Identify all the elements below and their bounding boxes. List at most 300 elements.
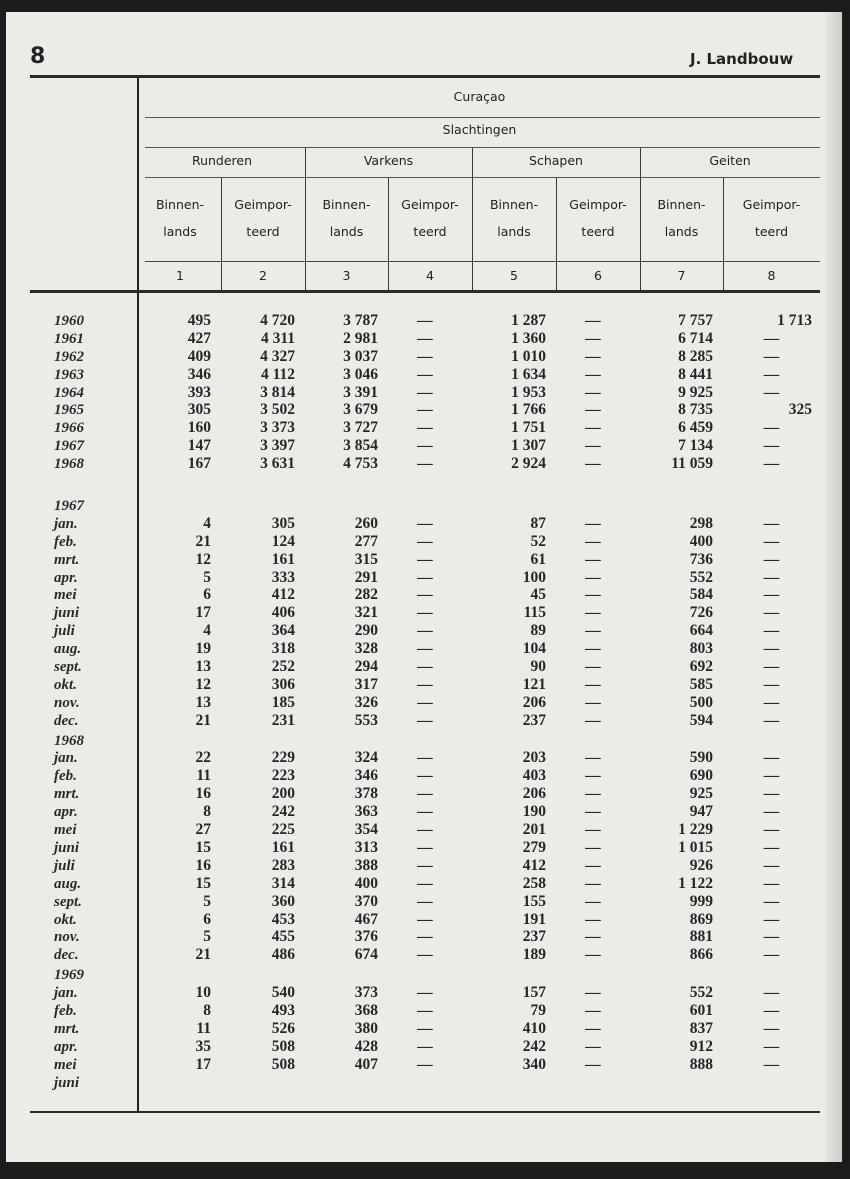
cell-col-6: — [585,550,601,568]
cell-col-1: 21 [195,532,211,550]
cell-col-3: 363 [354,803,378,821]
cell-col-4: — [417,586,433,604]
cell-col-2: 124 [271,532,295,550]
cell-col-6: — [585,984,601,1002]
cell-col-1: 22 [195,749,211,767]
row-label: okt. [54,911,77,928]
table-row [30,640,820,658]
cell-col-3: 346 [354,767,378,785]
cell-col-2: 412 [271,586,295,604]
row-label: mei [54,1056,77,1073]
cell-col-3: 3 391 [343,383,378,401]
cell-col-1: 15 [195,838,211,856]
cell-col-6: — [585,892,601,910]
cell-col-5: 155 [522,892,546,910]
cell-col-6: — [585,437,601,455]
rule [145,117,820,118]
row-label: 1968 [54,732,84,749]
cell-col-2: 333 [271,568,295,586]
cell-col-3: 378 [354,785,378,803]
row-label: 1966 [54,420,84,437]
cell-col-7: 912 [689,1037,713,1055]
cell-col-3: 2 981 [343,329,378,347]
table-row [30,821,820,839]
running-head: J. Landbouw [690,50,794,68]
cell-col-7: 925 [689,785,713,803]
cell-col-2: 200 [271,785,295,803]
cell-col-4: — [417,455,433,473]
cell-col-8: — [763,329,780,347]
cell-col-6: — [585,1037,601,1055]
cell-col-6: — [585,658,601,676]
cell-col-1: 11 [196,1019,211,1037]
cell-col-8: — [763,892,780,910]
cell-col-8: — [763,514,780,532]
cell-col-6: — [585,675,601,693]
cell-col-2: 252 [271,658,295,676]
cell-col-4: — [417,910,433,928]
row-label: juli [54,857,75,874]
cell-col-1: 8 [203,1001,211,1019]
cell-col-8: — [763,365,780,383]
cell-col-8: — [763,455,780,473]
cell-col-1: 6 [203,910,211,928]
subheader-line: teerd [246,224,280,239]
cell-col-5: 1 287 [511,312,546,329]
cell-col-7: 8 735 [678,401,713,419]
cell-col-8: — [763,1055,780,1073]
group-schapen: Schapen [529,153,583,168]
cell-col-3: 3 037 [343,347,378,365]
row-label: mrt. [54,786,80,803]
group-varkens: Varkens [363,153,414,168]
cell-col-7: 7 134 [678,437,713,455]
cell-col-4: — [417,675,433,693]
cell-col-3: 260 [354,514,378,532]
table-row [30,437,820,455]
cell-col-5: 340 [522,1055,546,1073]
table-row [30,803,820,821]
subheader-line: lands [329,224,364,239]
subheader-line: teerd [413,224,447,239]
row-label: dec. [54,947,79,964]
page-number: 8 [30,44,46,69]
column-number: 1 [176,268,184,283]
cell-col-8: — [763,347,780,365]
column-number: 5 [510,268,518,283]
row-label: 1963 [54,366,84,383]
cell-col-1: 4 [203,514,211,532]
subheader-line: teerd [581,224,615,239]
row-label: juli [54,623,75,640]
cell-col-2: 231 [271,711,295,729]
cell-col-1: 17 [195,604,211,622]
column-number: 6 [594,268,602,283]
cell-col-8: — [763,785,780,803]
row-label: apr. [54,569,78,586]
cell-col-7: 7 757 [678,312,713,329]
cell-col-4: — [417,329,433,347]
cell-col-7: 803 [689,640,713,658]
column-subheader [472,191,556,245]
column-number: 3 [342,268,351,283]
cell-col-8: — [763,856,780,874]
cell-col-3: 321 [354,604,378,622]
table-row [30,694,820,712]
table-row [30,893,820,911]
row-label: mrt. [54,551,80,568]
cell-col-6: — [585,803,601,821]
cell-col-1: 27 [195,821,211,839]
cell-col-7: 926 [689,856,713,874]
cell-col-3: 388 [354,856,378,874]
cell-col-6: — [585,821,601,839]
cell-col-8: — [763,803,780,821]
cell-col-2: 283 [271,856,295,874]
section-header: Slachtingen [442,122,517,137]
table-row [30,455,820,473]
row-label: 1969 [54,967,84,984]
cell-col-3: 317 [354,675,378,693]
cell-col-2: 3 814 [260,383,295,401]
cell-col-1: 12 [195,675,211,693]
subheader-line: Binnen- [322,197,371,212]
cell-col-2: 508 [271,1037,295,1055]
cell-col-4: — [417,838,433,856]
cell-col-6: — [585,711,601,729]
cell-col-4: — [417,658,433,676]
cell-col-7: 869 [689,910,713,928]
row-label: mei [54,822,77,839]
cell-col-6: — [585,1055,601,1073]
cell-col-7: 400 [689,532,713,550]
cell-col-1: 13 [195,693,211,711]
cell-col-6: — [585,749,601,767]
cell-col-7: 298 [689,514,713,532]
cell-col-5: 201 [522,821,546,839]
cell-col-1: 5 [203,928,211,946]
cell-col-3: 290 [354,622,378,640]
cell-col-2: 306 [271,675,295,693]
cell-col-5: 1 307 [511,437,546,455]
cell-col-3: 370 [354,892,378,910]
cell-col-2: 453 [271,910,295,928]
table-row [30,1002,820,1020]
table-row [30,749,820,767]
table-row [30,569,820,587]
table-row [30,857,820,875]
cell-col-5: 206 [522,693,546,711]
row-label: mrt. [54,1020,80,1037]
cell-col-7: 8 285 [678,347,713,365]
cell-col-2: 161 [271,550,295,568]
cell-col-5: 237 [522,928,546,946]
row-label: sept. [54,659,82,676]
cell-col-3: 3 046 [343,365,378,383]
cell-col-6: — [585,312,601,329]
cell-col-5: 279 [522,838,546,856]
cell-col-1: 10 [195,984,211,1002]
cell-col-5: 1 010 [511,347,546,365]
cell-col-5: 1 634 [511,365,546,383]
cell-col-4: — [417,693,433,711]
cell-col-6: — [585,946,601,964]
cell-col-3: 373 [354,984,378,1002]
cell-col-8: — [763,675,780,693]
rule [145,177,820,178]
cell-col-4: — [417,1037,433,1055]
cell-col-6: — [585,455,601,473]
row-label: nov. [54,929,80,946]
cell-col-4: — [417,856,433,874]
subheader-line: Binnen- [657,197,706,212]
row-label: juni [54,605,80,622]
cell-col-2: 242 [271,803,295,821]
cell-col-1: 346 [187,365,211,383]
cell-col-5: 2 924 [511,455,546,473]
cell-col-4: — [417,365,433,383]
cell-col-5: 412 [522,856,546,874]
cell-col-2: 3 502 [260,401,295,419]
cell-col-5: 203 [522,749,546,767]
cell-col-4: — [417,1019,433,1037]
row-label: feb. [54,533,77,550]
cell-col-3: 3 854 [343,437,378,455]
cell-col-5: 410 [522,1019,546,1037]
cell-col-7: 585 [689,675,713,693]
cell-col-4: — [417,1055,433,1073]
cell-col-5: 1 766 [511,401,546,419]
cell-col-5: 100 [522,568,546,586]
cell-col-7: 664 [689,622,713,640]
cell-col-7: 999 [689,892,713,910]
cell-col-4: — [417,347,433,365]
section-heading-row [30,732,820,750]
cell-col-3: 674 [354,946,378,964]
cell-col-7: 601 [689,1001,713,1019]
cell-col-5: 258 [522,874,546,892]
cell-col-3: 400 [354,874,378,892]
cell-col-3: 315 [354,550,378,568]
row-label: okt. [54,676,77,693]
cell-col-1: 427 [187,329,211,347]
table-row [30,839,820,857]
cell-col-2: 4 720 [260,312,295,329]
cell-col-6: — [585,532,601,550]
cell-col-7: 736 [689,550,713,568]
cell-col-4: — [417,928,433,946]
rule [145,147,820,148]
cell-col-1: 17 [195,1055,211,1073]
cell-col-3: 324 [354,749,378,767]
cell-col-6: — [585,856,601,874]
cell-col-1: 8 [203,803,211,821]
cell-col-4: — [417,622,433,640]
cell-col-4: — [417,419,433,437]
cell-col-2: 225 [271,821,295,839]
cell-col-4: — [417,984,433,1002]
cell-col-3: 3 679 [343,401,378,419]
top-rule [30,75,820,78]
cell-col-5: 242 [522,1037,546,1055]
cell-col-1: 5 [203,892,211,910]
cell-col-4: — [417,749,433,767]
cell-col-2: 493 [271,1001,295,1019]
cell-col-8: — [763,1019,780,1037]
cell-col-2: 318 [271,640,295,658]
row-label: juni [54,839,80,856]
cell-col-6: — [585,365,601,383]
cell-col-4: — [417,604,433,622]
cell-col-2: 185 [271,693,295,711]
table-row [30,928,820,946]
cell-col-6: — [585,514,601,532]
bottom-rule [30,1111,820,1113]
cell-col-8: — [763,910,780,928]
cell-col-8: — [763,749,780,767]
table-row [30,622,820,640]
cell-col-3: 428 [354,1037,378,1055]
cell-col-7: 726 [689,604,713,622]
column-number: 8 [767,268,776,283]
cell-col-3: 376 [354,928,378,946]
cell-col-5: 157 [522,984,546,1002]
cell-col-8: — [763,550,780,568]
cell-col-6: — [585,329,601,347]
cell-col-2: 305 [271,514,295,532]
cell-col-5: 189 [522,946,546,964]
cell-col-6: — [585,347,601,365]
cell-col-7: 1 122 [678,874,713,892]
data-rows [30,312,820,1091]
cell-col-4: — [417,892,433,910]
cell-col-8: — [763,532,780,550]
cell-col-8: — [763,946,780,964]
cell-col-2: 3 373 [260,419,295,437]
cell-col-2: 486 [271,946,295,964]
cell-col-8: — [763,984,780,1002]
row-label: jan. [54,515,78,532]
section-heading-row [30,497,820,515]
rule [145,261,820,262]
table-row [30,533,820,551]
row-label: dec. [54,712,79,729]
cell-col-1: 147 [187,437,211,455]
region-header: Curaçao [453,89,506,104]
cell-col-8: — [763,622,780,640]
cell-col-2: 508 [271,1055,295,1073]
cell-col-1: 21 [195,946,211,964]
cell-col-3: 407 [354,1055,378,1073]
cell-col-4: — [417,401,433,419]
subheader-line: Geimpor- [401,197,459,212]
cell-col-7: 9 925 [678,383,713,401]
cell-col-4: — [417,532,433,550]
table-row [30,712,820,730]
cell-col-2: 360 [271,892,295,910]
cell-col-4: — [417,711,433,729]
cell-col-8: — [763,586,780,604]
cell-col-7: 837 [689,1019,713,1037]
cell-col-2: 223 [271,767,295,785]
row-label: juni [54,1074,80,1091]
cell-col-7: 8 441 [678,365,713,383]
cell-col-4: — [417,785,433,803]
row-label: aug. [54,875,82,892]
cell-col-8: — [763,838,780,856]
row-label: nov. [54,694,80,711]
cell-col-7: 552 [689,568,713,586]
table-row [30,551,820,569]
table-row [30,946,820,964]
table-row [30,785,820,803]
cell-col-8: — [763,1001,780,1019]
cell-col-3: 294 [354,658,378,676]
cell-col-5: 206 [522,785,546,803]
row-label: 1960 [54,313,84,329]
column-subheader [640,191,723,245]
page-edge [826,12,842,1162]
cell-col-3: 291 [354,568,378,586]
table-row [30,911,820,929]
subheader-line: Binnen- [489,197,539,212]
column-subheader [723,191,820,245]
cell-col-8: — [763,383,780,401]
cell-col-1: 15 [195,874,211,892]
column-subheader [221,191,305,245]
cell-col-3: 313 [354,838,378,856]
cell-col-8: — [763,821,780,839]
cell-col-5: 1 751 [511,419,546,437]
cell-col-1: 16 [195,785,211,803]
cell-col-8: 325 [788,401,812,419]
subheader-line: lands [497,224,531,239]
cell-col-7: 11 059 [671,455,713,473]
table-row [30,401,820,419]
cell-col-6: — [585,838,601,856]
subheader-line: lands [664,224,699,239]
row-label: feb. [54,768,77,785]
row-label: 1964 [54,384,84,401]
cell-col-5: 121 [522,675,546,693]
cell-col-6: — [585,874,601,892]
cell-col-1: 393 [187,383,211,401]
cell-col-5: 87 [530,514,546,532]
table-row [30,330,820,348]
cell-col-7: 584 [689,586,713,604]
column-subheader [139,191,221,245]
table-row [30,586,820,604]
cell-col-1: 167 [187,455,211,473]
cell-col-5: 403 [522,767,546,785]
table-row [30,384,820,402]
table-row [30,348,820,366]
table-row [30,1074,820,1092]
group-geiten: Geiten [709,153,751,168]
subheader-line: teerd [754,224,789,239]
cell-col-1: 12 [195,550,211,568]
cell-col-1: 305 [187,401,211,419]
cell-col-8: — [763,568,780,586]
cell-col-3: 4 753 [343,455,378,473]
cell-col-4: — [417,550,433,568]
cell-col-2: 455 [271,928,295,946]
cell-col-5: 1 953 [511,383,546,401]
cell-col-7: 500 [689,693,713,711]
cell-col-6: — [585,928,601,946]
cell-col-7: 1 229 [678,821,713,839]
cell-col-6: — [585,568,601,586]
